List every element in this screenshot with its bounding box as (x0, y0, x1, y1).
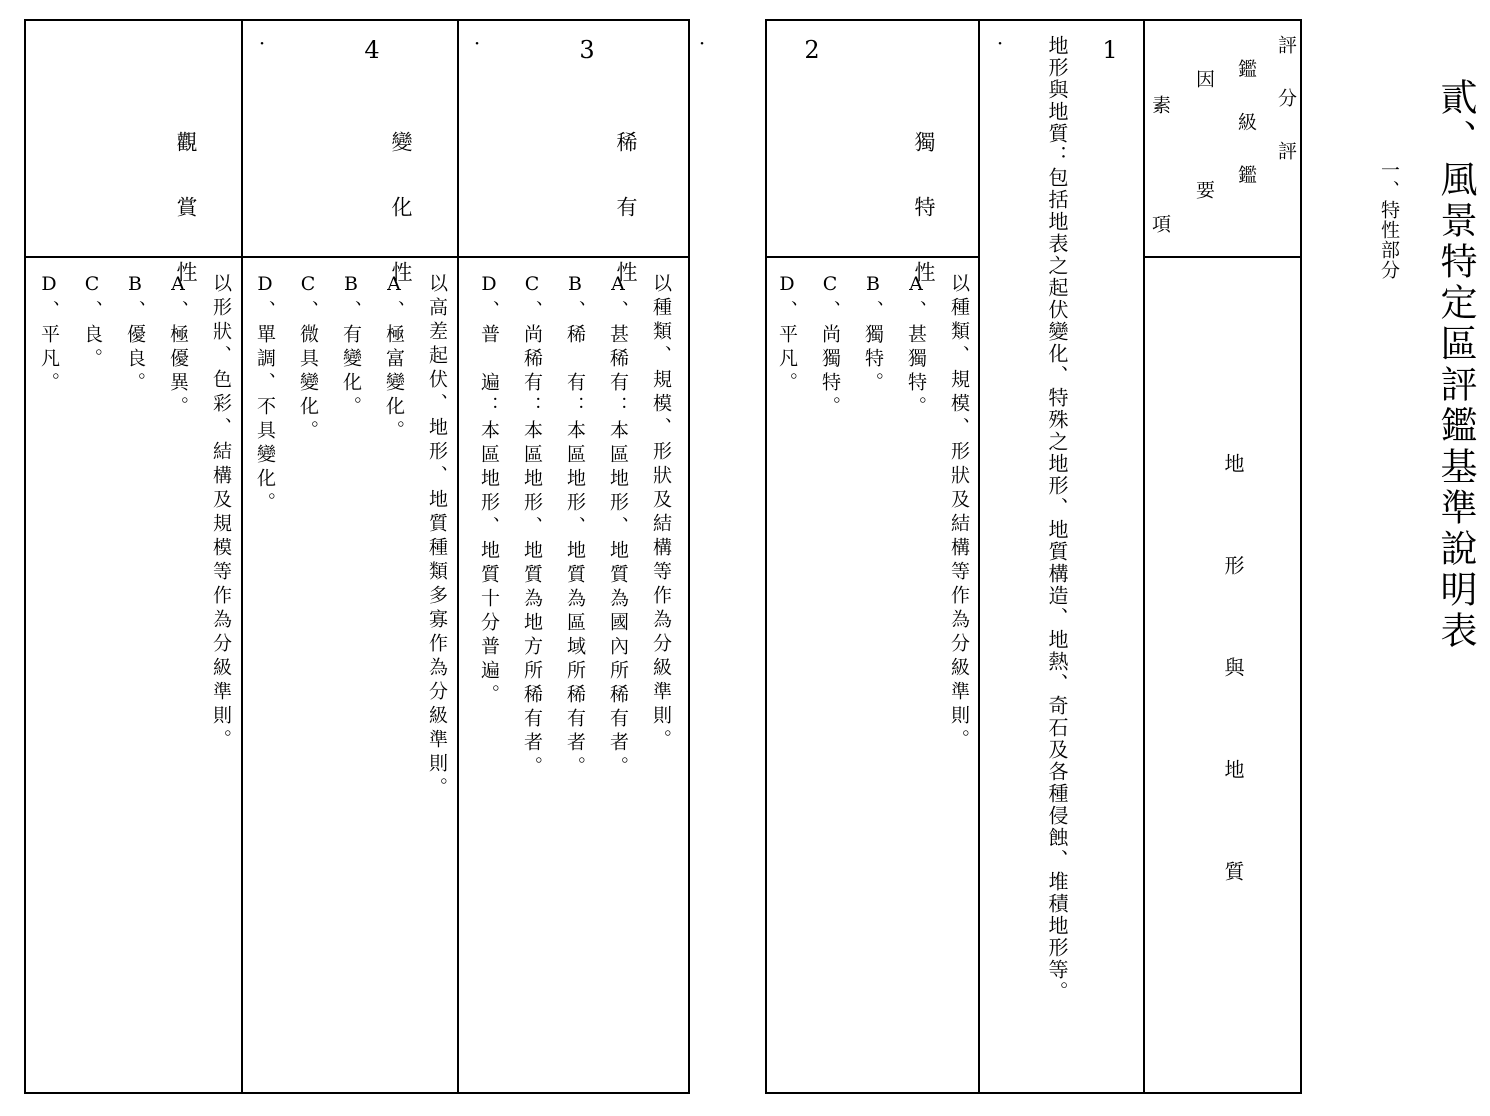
item-1-grade-b: B、獨特。 (862, 273, 884, 396)
item-4-criteria: 以形狀、色彩、結構及規模等作為分級準則。 (210, 273, 232, 753)
item-3-grade-b: B、有變化。 (340, 273, 362, 420)
item-4-grade-a: A、極優異。 (167, 273, 189, 420)
item-2-number: 2 (804, 36, 820, 64)
item-2-name: 稀有性 (614, 131, 638, 327)
item-2-grade-b: B、稀 有：本區地形、地質為區域所稀有者。 (564, 273, 586, 780)
item-2-criteria: 以種類、規模、形狀及結構等作為分級準則。 (650, 273, 672, 753)
item-1-grade-a: A、甚獨特。 (905, 273, 927, 420)
item-1-grade-d: D、平凡。 (776, 273, 798, 396)
item-3-number: 3 (579, 36, 595, 64)
item-3-grade-d: D、單調、不具變化。 (254, 273, 276, 516)
item-2-grade-c: C、尚稀有：本區地形、地質為地方所稀有者。 (521, 273, 543, 780)
item-3-dot: · (473, 31, 481, 55)
item-3-grade-a: A、極富變化。 (383, 273, 405, 444)
item-4-grade-b: B、優良。 (124, 273, 146, 396)
item-2-dot: · (698, 31, 706, 55)
header-col-2: 鑑級鑑 (1235, 59, 1257, 218)
item-3-criteria: 以高差起伏、地形、地質種類多寡作為分級準則。 (426, 273, 448, 801)
section-subtitle: 一、特性部分 (1378, 160, 1400, 280)
item-2-grade-d: D、普 遍：本區地形、地質十分普遍。 (478, 273, 500, 708)
factor-name: 地形與地質 (1221, 453, 1245, 963)
table-left (24, 19, 820, 1094)
header-col-3: 因要 (1193, 69, 1215, 291)
item-4-grade-c: C、良。 (81, 273, 103, 372)
item-4-name: 觀賞性 (174, 131, 198, 327)
item-1-dot: · (996, 31, 1004, 55)
factor-description: 地形與地質：包括地表之起伏變化、特殊之地形、地質構造、地熱、奇石及各種侵蝕、堆積地形等。 (1045, 35, 1069, 1003)
item-1-criteria: 以種類、規模、形狀及結構等作為分級準則。 (948, 273, 970, 753)
page-title: 貳、風景特定區評鑑基準說明表 (1434, 78, 1477, 652)
item-4-grade-d: D、平凡。 (38, 273, 60, 396)
header-col-4: 素項 (1149, 95, 1171, 333)
item-3-grade-c: C、微具變化。 (297, 273, 319, 444)
item-1-number: 1 (1102, 36, 1118, 64)
item-4-dot: · (258, 31, 266, 55)
item-1-grade-c: C、尚獨特。 (819, 273, 841, 420)
item-4-number: 4 (364, 36, 380, 64)
item-2-grade-a: A、甚稀有：本區地形、地質為國內所稀有者。 (607, 273, 629, 780)
header-col-1: 評分評 (1275, 35, 1297, 194)
item-3-name: 變化性 (389, 131, 413, 327)
item-1-name: 獨特性 (912, 131, 936, 327)
